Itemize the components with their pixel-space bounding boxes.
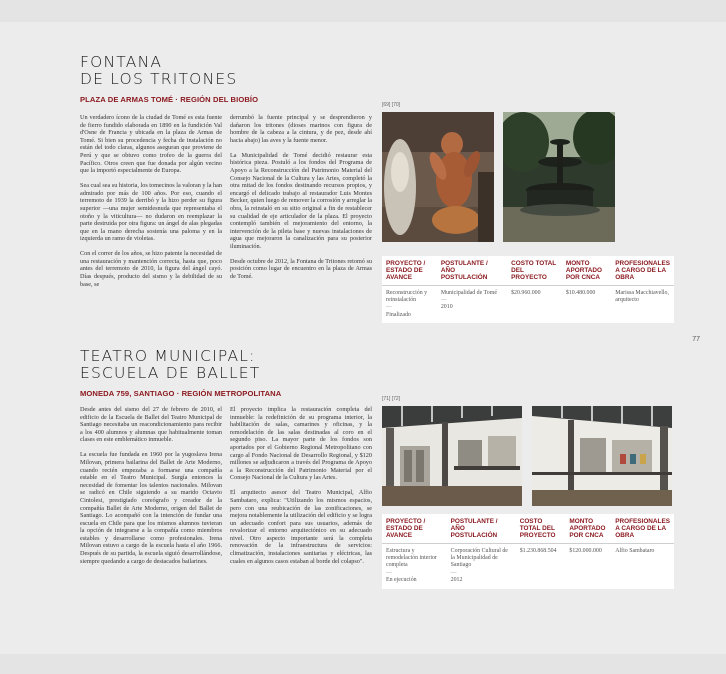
project-name: Reconstrucción y reinstalación — [386, 289, 428, 304]
body-column-1 — [80, 114, 222, 296]
body-column-2 — [230, 406, 372, 573]
title-line-2: DE LOS TRITONES — [80, 70, 238, 88]
paragraph: Sea cual sea su historia, los tomecinos la valoran y la han admirado por más de 100 años. Por eso, cuando el terremoto de 1939 la derribó y la hizo perder su figura superior —una mujer semidesnuda que representaba el otoño y la viticultura— no dudaron en reemplazar la parte destruida por otra figura: un ángel de alas plegadas que en la mano derecha sostenía una paloma y en la izquierda un ramo de violetas. — [80, 182, 222, 243]
photo-reference: [69] [70] — [382, 102, 401, 108]
page-number: 77 — [692, 336, 700, 343]
project-table — [382, 256, 674, 323]
section-title — [80, 54, 258, 88]
table-cell: Corporación Cultural de la Municipalidad de Santiago — 2012 — [447, 543, 516, 589]
application-year: 2012 — [450, 577, 463, 584]
section-fontana-header — [80, 54, 258, 104]
title-line-1: FONTANA — [80, 53, 163, 71]
section-title — [80, 348, 281, 382]
section-teatro-header — [80, 348, 281, 398]
paragraph: La Municipalidad de Tomé decidió restaurar esta histórica pieza. Postuló a los fondos del Programa de Apoyo a la Reconstrucción del Patrimonio Material del Consejo Nacional de la Cultura y las Artes, completó la otra mitad de los fondos destinando recursos propios, y encargó el delicado trabajo al restaurador Luis Montes Becker, quien luego de remover la corrosión y arreglar la obra, la reinstaló en su sitio original a fin de restablecer su cualidad de eje articulador de la plaza. El proyecto contempló también el mejoramiento del entorno, la intervención de la pileta base y nuevas instalaciones de agua que mejoraron la canalización para su posterior iluminación. — [230, 151, 372, 250]
project-table — [382, 514, 674, 589]
total-cost: $1.230.868.504 — [519, 547, 557, 554]
column-header: PROFESIONALES A CARGO DE LA OBRA — [611, 514, 674, 543]
photo-reference: [71] [72] — [382, 396, 401, 402]
magazine-page — [0, 22, 726, 654]
professionals: Marissa Macchiavello, arquitecto — [615, 289, 669, 304]
applicant: Municipalidad de Tomé — [440, 289, 497, 296]
project-status: En ejecución — [386, 577, 417, 584]
applicant: Corporación Cultural de la Municipalidad de Santiago — [450, 547, 508, 569]
column-header: POSTULANTE / AÑO POSTULACIÓN — [437, 256, 507, 285]
statue-photo — [382, 112, 494, 242]
table-row — [382, 543, 674, 589]
column-header: PROYECTO / ESTADO DE AVANCE — [382, 514, 447, 543]
project-status: Finalizado — [386, 311, 411, 318]
column-header: COSTO TOTAL DEL PROYECTO — [516, 514, 566, 543]
fountain-photo — [503, 112, 615, 242]
ballet-hall-photo-2 — [532, 406, 672, 506]
paragraph: Con el correr de los años, se hizo patente la necesidad de una restauración y mantención correcta, hasta que, poco antes del terremoto de 2010, la figura del ángel cayó. Días después, producto del sismo y la debilidad de su base, se — [80, 250, 222, 288]
project-name: Estructura y remodelación interior completa — [386, 547, 437, 569]
paragraph: El proyecto implica la restauración completa del inmueble: la redefinición de su programa interior, la habilitación de salas, camarines y oficinas, y la remodelación de las salas destinadas al coro en el segundo piso. La mayor parte de los fondos son aportados por el Gobierno Regional Metropolitano con cargo al Fondo Nacional de Desarrollo Regional, y $120 millones se adjudicaron a través del Programa de Apoyo a la Reconstrucción del Patrimonio Material por el Consejo Nacional de la Cultura y las Artes. — [230, 406, 372, 482]
title-line-1: TEATRO MUNICIPAL: — [80, 347, 256, 365]
paragraph: derrumbó la fuente principal y se desprendieron y dañaron los tritones (dioses marinos con figura de hombre de la cabeza a la cintura, y de pez, desde ahí hacia abajo) las aves y la fuente menor. — [230, 114, 372, 144]
cnca-amount: $120.000.000 — [569, 547, 602, 554]
professionals: Alfio Sambataro — [615, 547, 655, 554]
table-row — [382, 285, 674, 323]
location-subtitle: MONEDA 759, SANTIAGO · REGIÓN METROPOLITANA — [80, 389, 282, 398]
table-cell: Reconstrucción y reinstalación — Finalizado — [382, 285, 437, 323]
column-header: MONTO APORTADO POR CNCA — [562, 256, 611, 285]
body-column-1 — [80, 406, 222, 573]
column-header: MONTO APORTADO POR CNCA — [565, 514, 611, 543]
total-cost: $20.960.000 — [511, 289, 541, 296]
column-header: COSTO TOTAL DEL PROYECTO — [507, 256, 562, 285]
paragraph: La escuela fue fundada en 1960 por la yugoslava Irena Milovan, primera bailarina del Ballet de Arte Moderno, cuando recién empezaba a formarse una compañía estable en el Teatro Municipal. Surgía entonces la necesidad de fomentar los talentos nacionales. Milovan se radicó en Chile siguiendo a su marido Octavio Cintolesi, prestigiado coreógrafo y creador de la compañía Ballet de Arte Moderno, origen del Ballet de Santiago. Lo acompañó con la intención de fundar una escuela en Chile para que los mismos alumnos tuvieran la opción de integrarse a la compañía como miembros estables y desarrollarse como profesionales. Irena Milovan estuvo a cargo de la escuela hasta el año 1966. Después de su partida, la escuela siguió desarrollándose, siempre quedando a cargo de destacados bailarines. — [80, 451, 222, 565]
paragraph: Un verdadero ícono de la ciudad de Tomé es esta fuente de fierro fundido elaborada en 1890 en la fundición Val d'Osne de Francia y ubicada en la plaza de Armas de Tomé. Si bien su procedencia y fecha de instalación no están del todo claras, algunos aseguran que proviene de Perú y que se obtuvo como trofeo de la guerra del Pacífico. Otros creen que fue donada por algún vecino que la importó especialmente de Europa. — [80, 114, 222, 175]
paragraph: Desde octubre de 2012, la Fontana de Tritones retomó su posición como lugar de encuentro en la plaza de Armas de Tomé. — [230, 257, 372, 281]
title-line-2: ESCUELA DE BALLET — [80, 364, 261, 382]
cnca-amount: $10.480.000 — [565, 289, 596, 296]
paragraph: El arquitecto asesor del Teatro Municipal, Alfio Sambataro, explica: "Utilizando los mismos espacios, pero con una reubicación de las zonificaciones, se mejora notablemente la utilización del edificio y se logra un adecuado confort para sus usuarios, además de revalorizar el entorno arquitectónico en su adecuado nivel. Otro aspecto importante será la completa renovación de la infraestructura de servicios: climatización, instalaciones sanitarias y eléctricas, las cuales en algunos casos estaban al borde del colapso". — [230, 489, 372, 565]
table-header-row — [382, 514, 674, 543]
table-cell: Municipalidad de Tomé — 2010 — [437, 285, 507, 323]
column-header: PROYECTO / ESTADO DE AVANCE — [382, 256, 437, 285]
table-cell: Estructura y remodelación interior completa — En ejecución — [382, 543, 447, 589]
column-header: PROFESIONALES A CARGO DE LA OBRA — [611, 256, 674, 285]
location-subtitle: PLAZA DE ARMAS TOMÉ · REGIÓN DEL BIOBÍO — [80, 95, 259, 104]
application-year: 2010 — [440, 304, 453, 311]
body-column-2 — [230, 114, 372, 288]
table-header-row — [382, 256, 674, 285]
paragraph: Desde antes del sismo del 27 de febrero de 2010, el edificio de la Escuela de Ballet del Teatro Municipal de Santiago necesitaba un reacondicionamiento para recibir a los 400 alumnos y alumnas que habitualmente toman clases en este emblemático inmueble. — [80, 406, 222, 444]
ballet-hall-photo-1 — [382, 406, 522, 506]
column-header: POSTULANTE / AÑO POSTULACIÓN — [447, 514, 516, 543]
